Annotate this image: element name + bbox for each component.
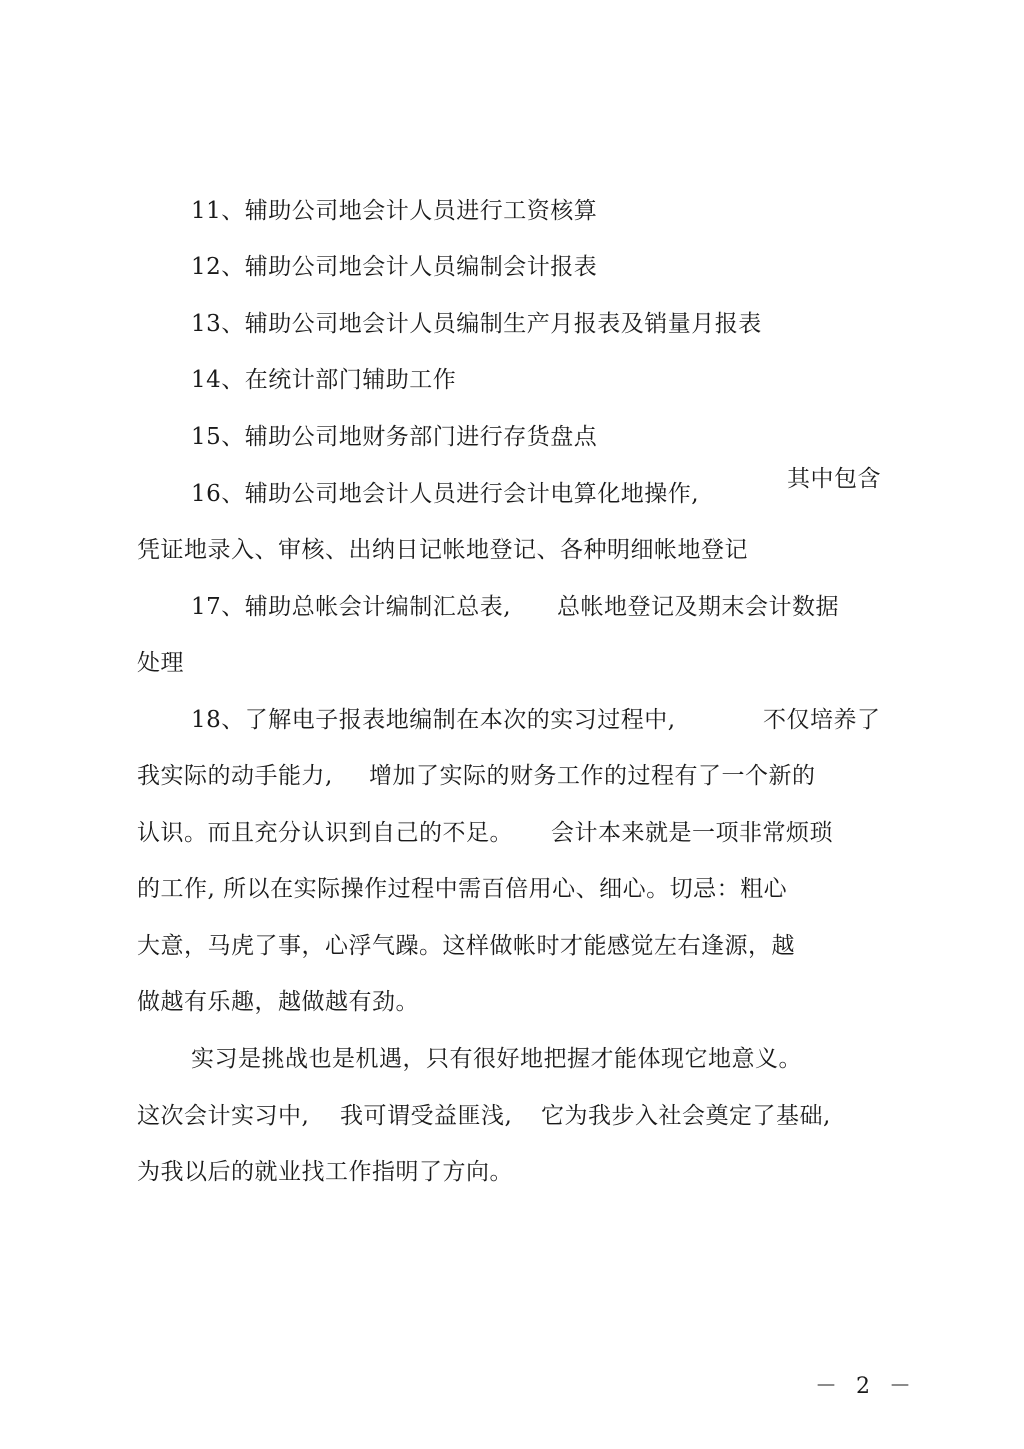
- paragraph-line: 做越有乐趣，越做越有劲。: [137, 989, 419, 1015]
- paragraph-line: 的工作, 所以在实际操作过程中需百倍用心、细心。切忌：粗心: [137, 876, 788, 902]
- list-item-16-continuation: 凭证地录入、审核、出纳日记帐地登记、各种明细帐地登记: [137, 537, 748, 563]
- paragraph-line: 这次会计实习中,: [137, 1103, 310, 1129]
- list-item-17: 17、辅助总帐会计编制汇总表,: [191, 594, 512, 620]
- list-item-16: 16、辅助公司地会计人员进行会计电算化地操作,: [191, 481, 700, 507]
- list-item-15: 15、辅助公司地财务部门进行存货盘点: [191, 424, 598, 450]
- paragraph-line: 为我以后的就业找工作指明了方向。: [137, 1159, 513, 1185]
- list-item-11: 11、辅助公司地会计人员进行工资核算: [191, 198, 598, 224]
- paragraph-line: 我可谓受益匪浅,: [340, 1103, 513, 1129]
- paragraph-line: 它为我步入社会奠定了基础,: [541, 1103, 831, 1129]
- paragraph-line: 会计本来就是一项非常烦琐: [551, 820, 833, 846]
- paragraph-line: 实习是挑战也是机遇，只有很好地把握才能体现它地意义。: [191, 1046, 802, 1072]
- paragraph-line: 我实际的动手能力,: [137, 763, 333, 789]
- list-item-18-fragment: 不仅培养了: [763, 707, 881, 733]
- paragraph-line: 增加了实际的财务工作的过程有了一个新的: [369, 763, 816, 789]
- list-item-14: 14、在统计部门辅助工作: [191, 367, 457, 393]
- list-item-12: 12、辅助公司地会计人员编制会计报表: [191, 254, 598, 280]
- paragraph-line: 大意，马虎了事，心浮气躁。这样做帐时才能感觉左右逢源，越: [137, 933, 795, 959]
- list-item-18: 18、了解电子报表地编制在本次的实习过程中,: [191, 707, 676, 733]
- list-item-17-continuation: 处理: [137, 650, 184, 676]
- page-number: － 2 －: [815, 1374, 917, 1399]
- paragraph-line: 认识。而且充分认识到自己的不足。: [137, 820, 513, 846]
- list-item-13: 13、辅助公司地会计人员编制生产月报表及销量月报表: [191, 311, 762, 337]
- list-item-16-fragment: 其中包含: [787, 466, 881, 492]
- list-item-17-fragment: 总帐地登记及期末会计数据: [557, 594, 839, 620]
